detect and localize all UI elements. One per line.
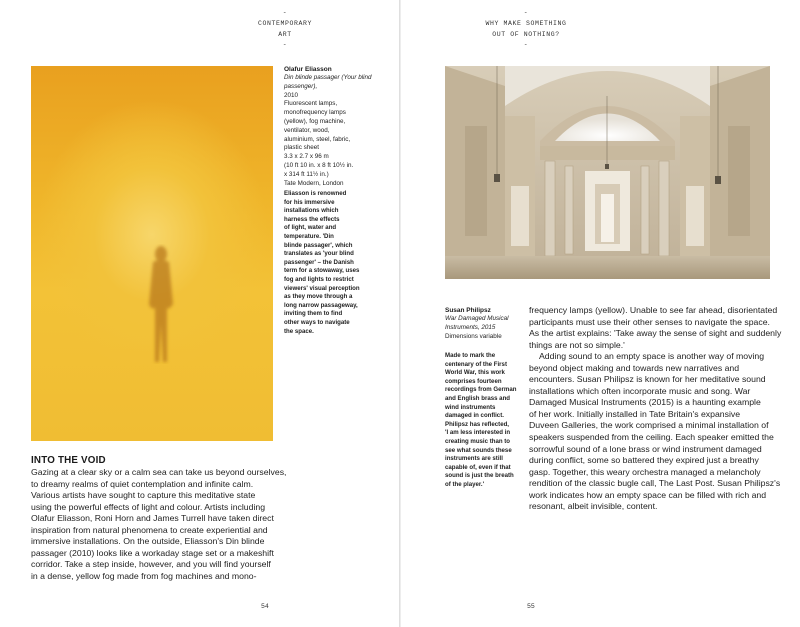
caption-note-line: harness the effects [284, 215, 340, 223]
caption-note-line: 'I am less interested in [445, 429, 511, 437]
body-text-line: speakers suspended from the ceiling. Each speaker emitted the [529, 432, 774, 443]
right-page [401, 0, 800, 627]
caption-work-title: Din blinde passager (Your blind passenger), [284, 74, 372, 90]
person-silhouette-icon [143, 244, 179, 364]
caption-title-line: Instruments, 2015 [445, 323, 496, 331]
caption-note-line: fog and lights to restrict [284, 275, 354, 283]
caption-note-line: as they move through a [284, 293, 353, 301]
caption-note-line: wind instruments [445, 403, 496, 411]
running-head-dash-top-right: - [523, 9, 529, 16]
caption-note-line: inviting them to find [284, 310, 343, 318]
caption-note-line: viewers' visual perception [284, 284, 360, 292]
body-text-line: gasp. Together, this weary orchestra managed a melancholy [529, 466, 761, 477]
caption-note-line: of light, water and [284, 224, 337, 232]
caption-note-line: comprises fourteen [445, 377, 502, 385]
caption-note-line: World War, this work [445, 369, 505, 377]
caption-artist-philipsz: Susan Philipsz [445, 307, 491, 314]
body-text-line: Damaged Musical Instruments (2015) is a haunting example [529, 397, 761, 408]
fog-installation-image [31, 66, 273, 441]
body-text-line: frequency lamps (yellow). Unable to see far ahead, disorientated [529, 305, 778, 315]
caption-note-line: Philipsz has reflected, [445, 420, 510, 428]
body-text-line: using the powerful effects of light and colour. Artists including [31, 501, 266, 512]
caption-medium-line: plastic sheet [284, 144, 320, 152]
page-number-left: 54 [261, 603, 269, 610]
caption-dimensions-line: (10 ft 10 in. x 8 ft 10½ in. [284, 161, 354, 169]
caption-title-line: War Damaged Musical [445, 315, 509, 322]
body-text-line: encounters. Susan Philipsz is known for her meditative sound [529, 374, 766, 385]
caption-dimensions-philipsz: Dimensions variable [445, 333, 502, 340]
body-text-line: Duveen Galleries, the work comprised a minimal installation of [529, 420, 769, 431]
body-text-line: installations which often incorporate music and song. War [529, 385, 751, 396]
body-text-line: As the artist explains: 'Take away the sense of sight and suddenly [529, 328, 782, 339]
caption-medium-line: Fluorescent lamps, [284, 100, 338, 108]
caption-note-line: installations which [284, 207, 339, 215]
left-page [0, 0, 399, 627]
caption-details-eliasson [284, 74, 394, 188]
section-heading: INTO THE VOID [31, 455, 106, 466]
caption-note-line: Eliasson is renowned [284, 190, 347, 197]
body-text-line: Various artists have sought to capture this meditative state [31, 490, 256, 501]
body-text-line: during conflict, some so battered they expired just a breathy [529, 455, 759, 466]
caption-note-line: translates as 'your blind [284, 250, 354, 258]
caption-medium-line: aluminium, steel, fabric, [284, 135, 351, 143]
duveen-galleries-image [445, 66, 770, 279]
body-text-line: Adding sound to an empty space is another way of moving [539, 351, 765, 362]
caption-medium [284, 100, 394, 153]
body-text-line: beyond object making and towards new narratives and [529, 362, 740, 373]
caption-artist-eliasson: Olafur Eliasson [284, 66, 332, 73]
caption-dimensions [284, 153, 394, 179]
body-text-line: participants must use their other senses to navigate the space. [529, 316, 770, 327]
caption-note-eliasson [284, 190, 394, 336]
body-text-line: Olafur Eliasson, Roni Horn and James Turrell have taken direct [31, 513, 274, 524]
caption-note-line: of the player.' [445, 480, 485, 488]
caption-note-line: centenary of the First [445, 360, 507, 368]
body-text-right [529, 305, 791, 513]
body-text-line: rendition of the classic bugle call, The Last Post. Susan Philipsz's [529, 478, 781, 489]
caption-note-line: other ways to navigate [284, 318, 350, 326]
caption-note-line: blinde passager', which [284, 241, 353, 249]
gallery-hall-illustration [445, 66, 770, 279]
running-head-left [230, 8, 340, 50]
body-text-line: work indicates how an empty space can be filled with rich and [529, 489, 767, 500]
caption-medium-line: (yellow), fog machine, [284, 117, 346, 125]
caption-note-line: the space. [284, 327, 314, 335]
body-text-left [31, 467, 371, 582]
caption-note-line: creating music than to [445, 437, 511, 445]
caption-note-line: recordings from German [445, 386, 517, 394]
caption-note-line: long narrow passageway, [284, 301, 358, 309]
caption-note-line: instruments are still [445, 455, 503, 463]
body-text-line: in a dense, yellow fog made from fog machines and mono- [31, 570, 257, 581]
caption-year: 2010 [284, 91, 299, 99]
caption-note-line: for his immersive [284, 198, 335, 206]
body-text-line: things are not so simple.' [529, 339, 625, 350]
running-head-line1: CONTEMPORARY [257, 20, 312, 27]
caption-note-line: term for a stowaway, uses [284, 267, 360, 275]
running-head-dash-bottom: - [282, 41, 288, 48]
caption-note-line: Made to mark the [445, 352, 496, 359]
running-head-line1-right: WHY MAKE SOMETHING [485, 20, 567, 27]
caption-note-line: passenger' – the Danish [284, 258, 354, 266]
page-number-right: 55 [527, 603, 535, 610]
caption-medium-line: ventilator, wood, [284, 126, 330, 134]
caption-dimensions-line: x 314 ft 11½ in.) [284, 170, 329, 178]
running-head-right [471, 8, 581, 50]
caption-location: Tate Modern, London [284, 179, 344, 187]
body-text-line: immersive installations. On the outside, Eliasson's Din blinde [31, 536, 265, 547]
running-head-dash-bottom-right: - [523, 41, 529, 48]
caption-note-line: and English brass and [445, 394, 511, 402]
caption-note-line: temperature. 'Din [284, 232, 334, 240]
running-head-line2: ART [278, 31, 292, 38]
caption-work-title-philipsz [445, 315, 525, 333]
caption-note-line: damaged in conflict. [445, 412, 504, 420]
caption-note-philipsz [445, 352, 527, 490]
body-text-line: corridor. Take a step inside, however, and you will find yourself [31, 559, 271, 570]
body-text-line: of her work. Initially installed in Tate Britain's expansive [529, 408, 741, 419]
body-text-line: Gazing at a clear sky or a calm sea can take us beyond ourselves, [31, 467, 287, 477]
caption-note-line: capable of, even if that [445, 463, 511, 471]
body-text-line: to dreamy realms of quiet contemplation and infinite calm. [31, 478, 254, 489]
body-text-line: passager (2010) looks like a workaday stage set or a makeshift [31, 547, 274, 558]
caption-note-line: see what sounds these [445, 446, 512, 454]
caption-note-line: sound is just the breath [445, 472, 514, 480]
running-head-dash-top: - [282, 9, 288, 16]
caption-medium-line: monofrequency lamps [284, 109, 346, 117]
caption-dimensions-line: 3.3 x 2.7 x 96 m [284, 153, 329, 161]
body-text-line: inspiration from natural phenomena to create experiential and [31, 524, 268, 535]
running-head-line2-right: OUT OF NOTHING? [492, 31, 560, 38]
body-text-line: resonant, albeit invisible, content. [529, 501, 658, 512]
body-text-line: sorrowful sound of a lone brass or wind instrument damaged [529, 443, 762, 454]
